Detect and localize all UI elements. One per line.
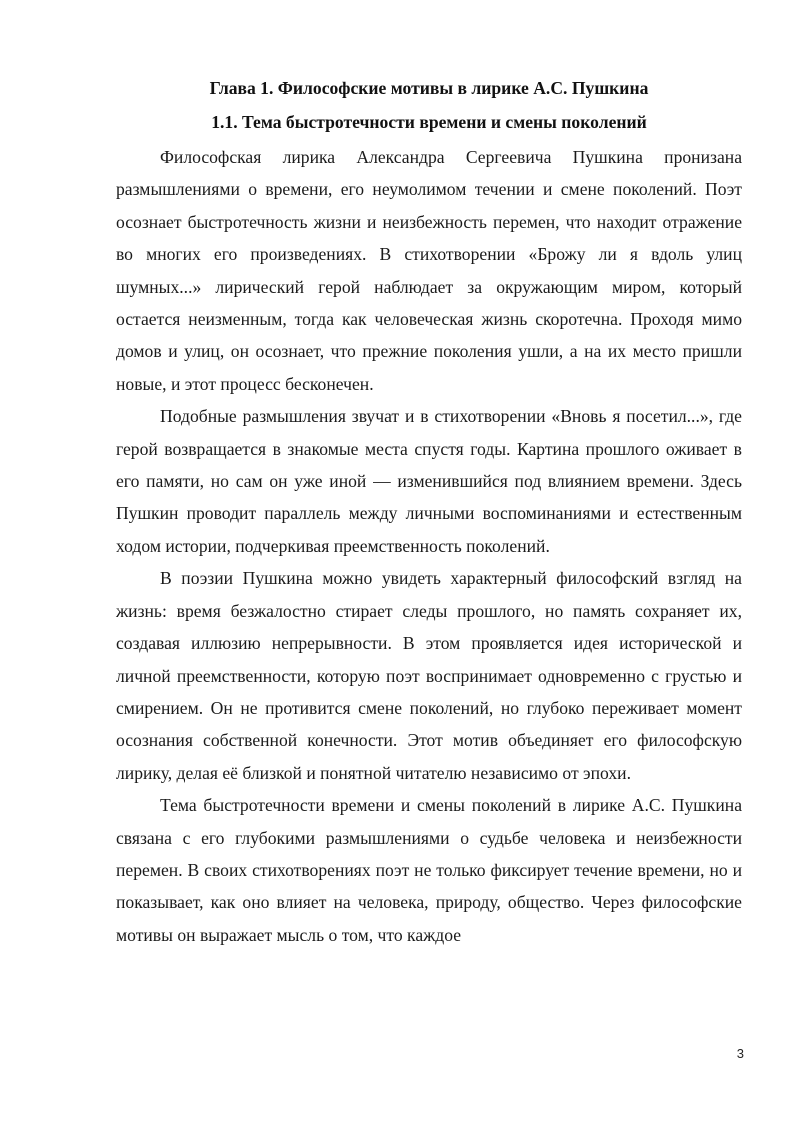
headings-block: [116, 72, 742, 138]
paragraph-1: Философская лирика Александра Сергеевича Пушкина пронизана размышлениями о времени, его неумолимом течении и смене поколений. Поэт осознает быстротечность жизни и неизбежность перемен, что находит отражение во многих его произведениях. В стихотворении «Брожу ли я вдоль улиц шумных...» лирический герой наблюдает за окружающим миром, который остается неизменным, тогда как человеческая жизнь скоротечна. Проходя мимо домов и улиц, он осознает, что прежние поколения ушли, а на их место пришли новые, и этот процесс бесконечен.: [116, 147, 742, 394]
paragraph-3: В поэзии Пушкина можно увидеть характерный философский взгляд на жизнь: время безжалостно стирает следы прошлого, но память сохраняет их, создавая иллюзию непрерывности. В этом проявляется идея исторической и личной преемственности, которую поэт воспринимает одновременно с грустью и смирением. Он не противится смене поколений, но глубоко переживает момент осознания собственной конечности. Этот мотив объединяет его философскую лирику, делая её близкой и понятной читателю независимо от эпохи.: [116, 568, 742, 783]
page-number: 3: [736, 1046, 744, 1061]
paragraph-4: Тема быстротечности времени и смены поколений в лирике А.С. Пушкина связана с его глубокими размышлениями о судьбе человека и неизбежности перемен. В своих стихотворениях поэт не только фиксирует течение времени, но и показывает, как оно влияет на человека, природу, общество. Через философские мотивы он выражает мысль о том, что каждое: [116, 795, 742, 945]
section-title: 1.1. Тема быстротечности времени и смены поколений: [211, 112, 647, 132]
paragraph-2: Подобные размышления звучат и в стихотворении «Вновь я посетил...», где герой возвращается в знакомые места спустя годы. Картина прошлого оживает в его памяти, но сам он уже иной — изменившийся под влиянием времени. Здесь Пушкин проводит параллель между личными воспоминаниями и естественным ходом истории, подчеркивая преемственность поколений.: [116, 406, 742, 556]
page-content: [116, 72, 742, 951]
chapter-title: Глава 1. Философские мотивы в лирике А.С. Пушкина: [209, 78, 649, 98]
